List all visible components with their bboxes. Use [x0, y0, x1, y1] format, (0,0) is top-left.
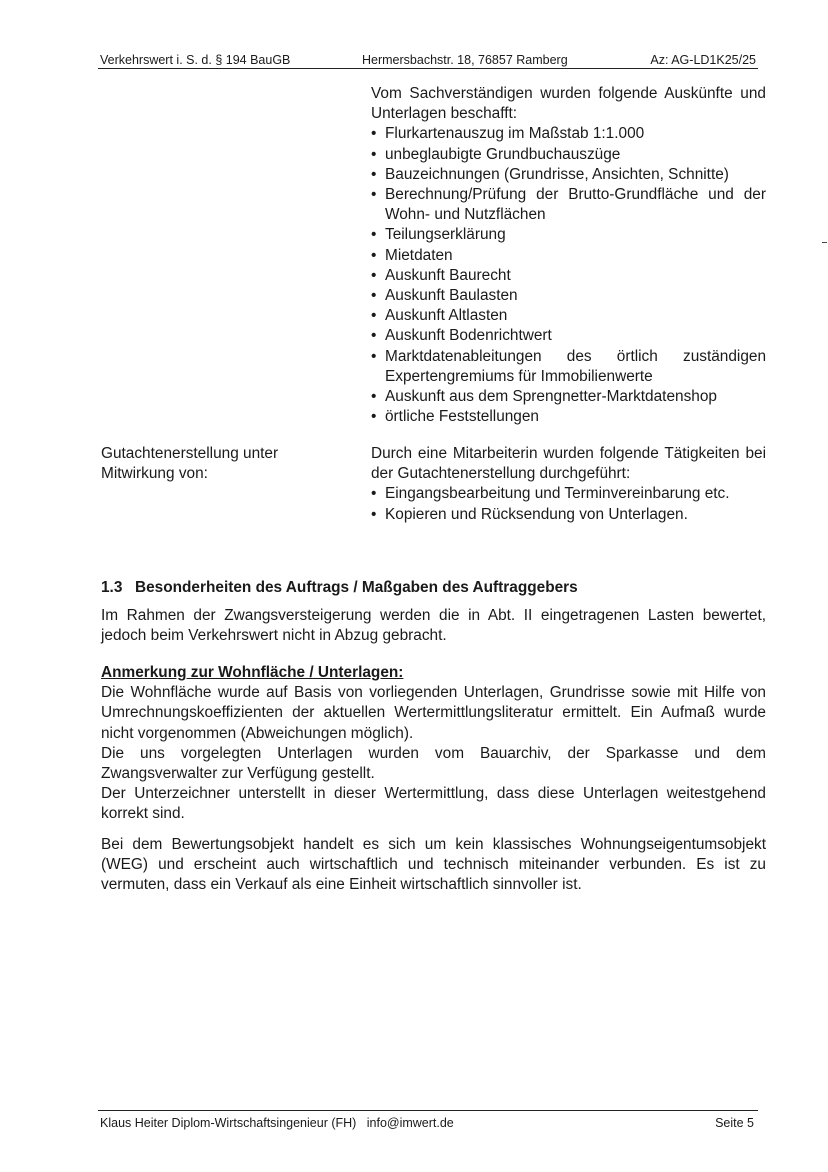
sources-list: [371, 124, 766, 427]
note-paragraph: Die Wohnfläche wurde auf Basis von vorliegenden Unterlagen, Grundrisse sowie mit Hilfe von Umrechnungskoeffizienten der aktuellen Wertermittlungsliteratur ermittelt. Ein Aufmaß wurde nicht vorgenommen (Abweichungen möglich).: [101, 684, 766, 742]
list-item: • Marktdatenableitungen des örtlich zuständigen Expertengremiums für Immobilienwerte: [371, 347, 766, 387]
section-paragraph: [101, 606, 766, 646]
page-footer: [98, 1110, 758, 1130]
section-title: Besonderheiten des Auftrags / Maßgaben des Auftraggebers: [135, 579, 578, 596]
closing-paragraph: [101, 835, 766, 896]
list-item: • Eingangsbearbeitung und Terminvereinbarung etc.: [371, 484, 766, 504]
list-item: • Auskunft aus dem Sprengnetter-Marktdatenshop: [371, 387, 766, 407]
page-number: Seite 5: [715, 1116, 754, 1130]
paragraph-text: Im Rahmen der Zwangsversteigerung werden die in Abt. II eingetragenen Lasten bewertet, jedoch beim Verkehrswert nicht in Abzug gebracht.: [101, 607, 766, 645]
list-item: • Kopieren und Rücksendung von Unterlagen.: [371, 505, 766, 525]
list-item: • Flurkartenauszug im Maßstab 1:1.000: [371, 124, 766, 144]
list-item: • Teilungserklärung: [371, 225, 766, 245]
section-number: 1.3: [101, 579, 123, 596]
list-item: • Bauzeichnungen (Grundrisse, Ansichten, Schnitte): [371, 165, 766, 185]
list-item: • Auskunft Baurecht: [371, 266, 766, 286]
header-address: Hermersbachstr. 18, 76857 Ramberg: [362, 53, 568, 67]
list-item: • unbeglaubigte Grundbuchauszüge: [371, 145, 766, 165]
list-item: • Auskunft Baulasten: [371, 286, 766, 306]
header-left: Verkehrswert i. S. d. § 194 BauGB: [100, 53, 291, 67]
list-item: • Auskunft Bodenrichtwert: [371, 326, 766, 346]
sources-block: [371, 84, 766, 427]
margin-mark: [822, 242, 827, 243]
section-heading: [101, 578, 766, 598]
note-block: [101, 663, 766, 825]
footer-author: Klaus Heiter Diplom-Wirtschaftsingenieur (FH) info@imwert.de: [100, 1116, 454, 1130]
page-header: [98, 52, 758, 69]
assistance-block: [371, 444, 766, 525]
header-case-number: Az: AG-LD1K25/25: [650, 53, 756, 67]
assistance-label: Gutachtenerstellung unter Mitwirkung von:: [101, 445, 279, 483]
paragraph-text: Bei dem Bewertungsobjekt handelt es sich um kein klassisches Wohnungseigentumsobjekt (WEG) und erscheint auch wirtschaftlich und technisch miteinander verbunden. Es ist zu vermuten, dass ein Verkauf als eine Einheit wirtschaftlich sinnvoller ist.: [101, 836, 766, 894]
assistance-intro: Durch eine Mitarbeiterin wurden folgende Tätigkeiten bei der Gutachtenerstellung durchgeführt:: [371, 445, 766, 483]
assistance-list: [371, 484, 766, 524]
list-item: • Mietdaten: [371, 246, 766, 266]
list-item: • örtliche Feststellungen: [371, 407, 766, 427]
list-item: • Auskunft Altlasten: [371, 306, 766, 326]
note-heading: Anmerkung zur Wohnfläche / Unterlagen:: [101, 664, 404, 681]
note-paragraph: Die uns vorgelegten Unterlagen wurden vom Bauarchiv, der Sparkasse und dem Zwangsverwalter zur Verfügung gestellt.: [101, 744, 766, 783]
note-paragraph: Der Unterzeichner unterstellt in dieser Wertermittlung, dass diese Unterlagen weitestgehend korrekt sind.: [101, 785, 766, 823]
sources-intro: Vom Sachverständigen wurden folgende Auskünfte und Unterlagen beschafft:: [371, 85, 766, 123]
list-item: • Berechnung/Prüfung der Brutto-Grundfläche und der Wohn- und Nutzflächen: [371, 185, 766, 225]
